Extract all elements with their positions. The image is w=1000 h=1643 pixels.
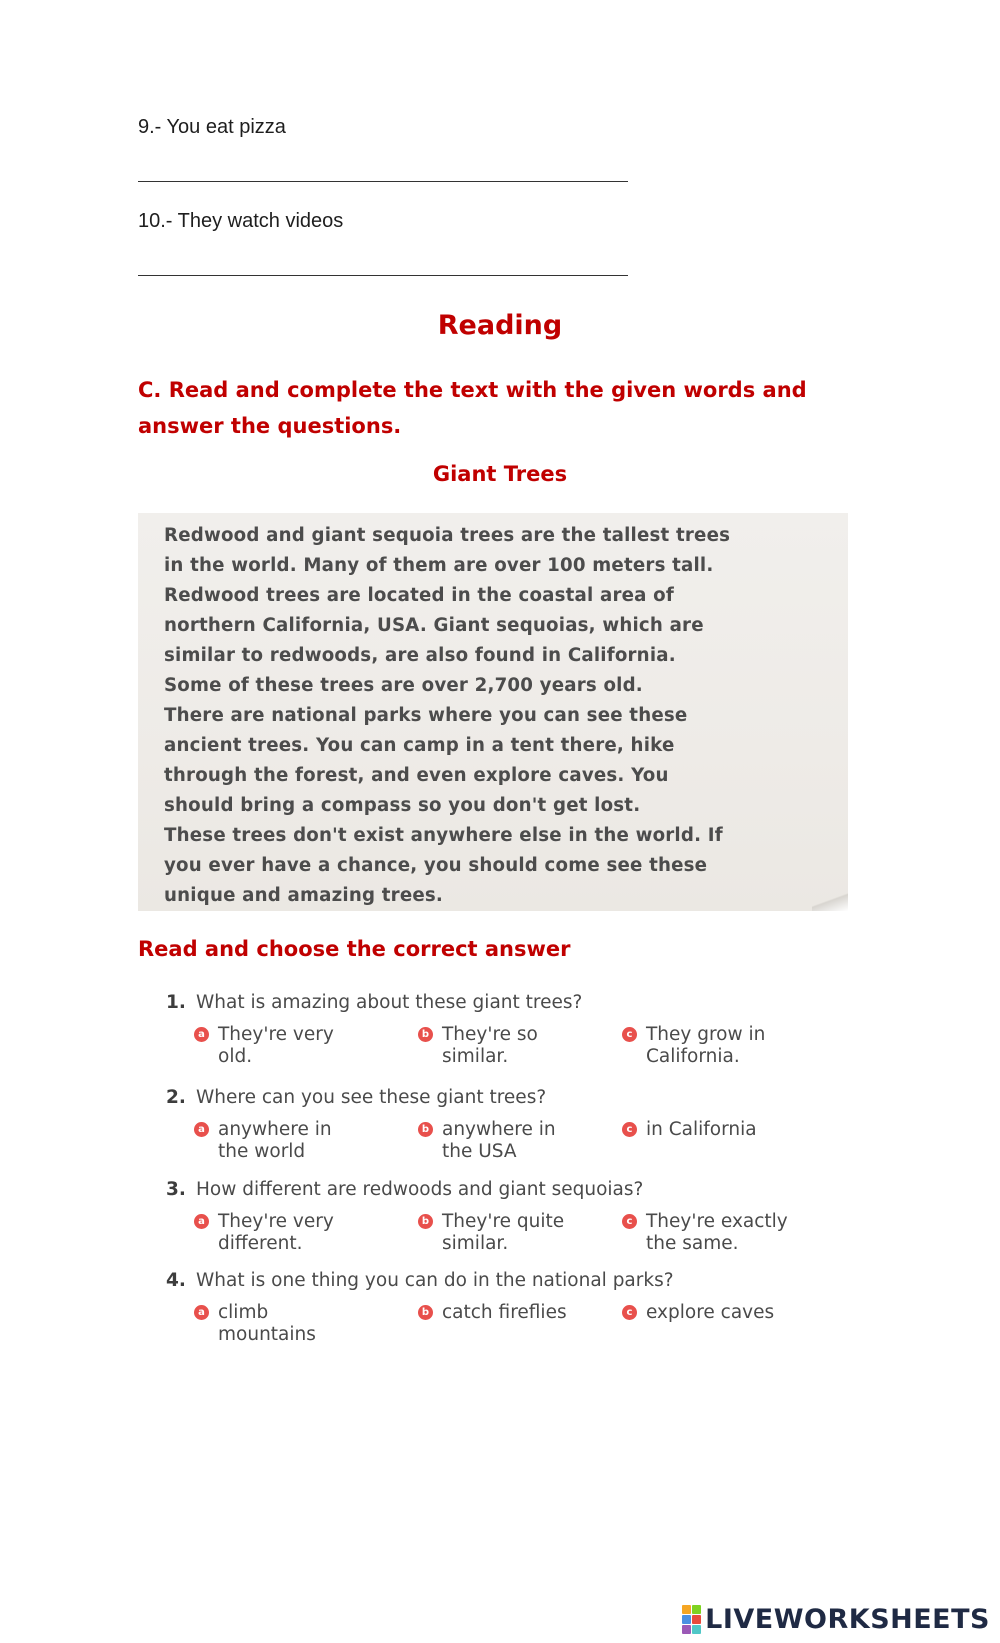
question-text: [166, 1179, 643, 1200]
question-number: 3.: [166, 1179, 186, 1200]
reading-instruction: C. Read and complete the text with the given words and answer the questions.: [138, 378, 807, 438]
logo-square: [682, 1605, 691, 1614]
question-label: Where can you see these giant trees?: [196, 1087, 547, 1108]
passage-line: Redwood and giant sequoia trees are the tallest trees: [164, 525, 731, 546]
logo-square: [682, 1615, 691, 1624]
exercise-10-label: 10.- They watch videos: [138, 210, 344, 232]
option-letter-badge: b: [418, 1027, 433, 1042]
option-c[interactable]: [622, 1024, 822, 1068]
question-number: 4.: [166, 1270, 186, 1291]
option-letter-badge: a: [194, 1027, 209, 1042]
reading-passage: [138, 513, 848, 911]
exercise-9-label: 9.- You eat pizza: [138, 116, 286, 138]
passage-line: northern California, USA. Giant sequoias, which are: [164, 615, 704, 636]
quiz-instruction: Read and choose the correct answer: [138, 937, 571, 961]
passage-line: There are national parks where you can see these: [164, 705, 688, 726]
option-b[interactable]: [418, 1302, 588, 1324]
option-text: catch fireflies: [442, 1302, 567, 1323]
section-title: Reading: [437, 310, 563, 341]
question-text: [166, 1087, 546, 1108]
option-letter-badge: c: [622, 1027, 637, 1042]
passage-line: through the forest, and even explore caves. You: [164, 765, 669, 786]
option-text: anywhere in the USA: [442, 1119, 556, 1162]
option-letter-badge: c: [622, 1122, 637, 1137]
option-c[interactable]: [622, 1119, 822, 1141]
exercise-9-answer-line[interactable]: [138, 181, 628, 182]
passage-line: you ever have a chance, you should come see these: [164, 855, 708, 876]
option-b[interactable]: [418, 1119, 588, 1163]
option-a[interactable]: [194, 1119, 364, 1163]
passage-line: should bring a compass so you don't get lost.: [164, 795, 641, 816]
liveworksheets-logo: [682, 1603, 990, 1635]
option-letter-badge: c: [622, 1305, 637, 1320]
exercise-10-answer-line[interactable]: [138, 275, 628, 276]
option-text: They're very old.: [218, 1024, 334, 1067]
question-number: 1.: [166, 992, 186, 1013]
option-letter-badge: c: [622, 1214, 637, 1229]
option-text: explore caves: [646, 1302, 775, 1323]
question-text: [166, 992, 582, 1013]
option-letter-badge: b: [418, 1214, 433, 1229]
logo-square: [682, 1625, 691, 1634]
passage-line: similar to redwoods, are also found in California.: [164, 645, 676, 666]
logo-square: [692, 1615, 701, 1624]
option-text: They're exactly the same.: [646, 1211, 788, 1254]
option-letter-badge: a: [194, 1214, 209, 1229]
logo-square: [692, 1605, 701, 1614]
option-a[interactable]: [194, 1211, 364, 1255]
option-a[interactable]: [194, 1024, 364, 1068]
option-b[interactable]: [418, 1024, 588, 1068]
option-text: in California: [646, 1119, 757, 1140]
passage-line: ancient trees. You can camp in a tent there, hike: [164, 735, 675, 756]
option-letter-badge: a: [194, 1305, 209, 1320]
option-text: They're so similar.: [442, 1024, 538, 1067]
option-text: climb mountains: [218, 1302, 316, 1345]
option-letter-badge: a: [194, 1122, 209, 1137]
passage-text: [164, 521, 840, 911]
logo-square: [692, 1625, 701, 1634]
question-label: What is amazing about these giant trees?: [196, 992, 583, 1013]
passage-line: These trees don't exist anywhere else in the world. If: [164, 825, 723, 846]
question-number: 2.: [166, 1087, 186, 1108]
option-text: They're quite similar.: [442, 1211, 565, 1254]
option-text: They're very different.: [218, 1211, 334, 1254]
option-text: anywhere in the world: [218, 1119, 332, 1162]
passage-line: in the world. Many of them are over 100 meters tall.: [164, 555, 714, 576]
page-curl-decoration: [812, 891, 848, 911]
option-text: They grow in California.: [646, 1024, 766, 1067]
question-text: [166, 1270, 674, 1291]
option-b[interactable]: [418, 1211, 588, 1255]
option-letter-badge: b: [418, 1122, 433, 1137]
question-label: How different are redwoods and giant sequoias?: [196, 1179, 644, 1200]
option-letter-badge: b: [418, 1305, 433, 1320]
passage-line: unique and amazing trees.: [164, 885, 444, 906]
option-a[interactable]: [194, 1302, 364, 1346]
option-c[interactable]: [622, 1302, 822, 1324]
brand-name: LIVEWORKSHEETS: [705, 1603, 990, 1635]
logo-grid-icon: [682, 1605, 701, 1634]
passage-title: Giant Trees: [432, 462, 568, 486]
question-label: What is one thing you can do in the national parks?: [196, 1270, 674, 1291]
passage-line: Redwood trees are located in the coastal area of: [164, 585, 674, 606]
passage-line: Some of these trees are over 2,700 years old.: [164, 675, 643, 696]
option-c[interactable]: [622, 1211, 822, 1255]
